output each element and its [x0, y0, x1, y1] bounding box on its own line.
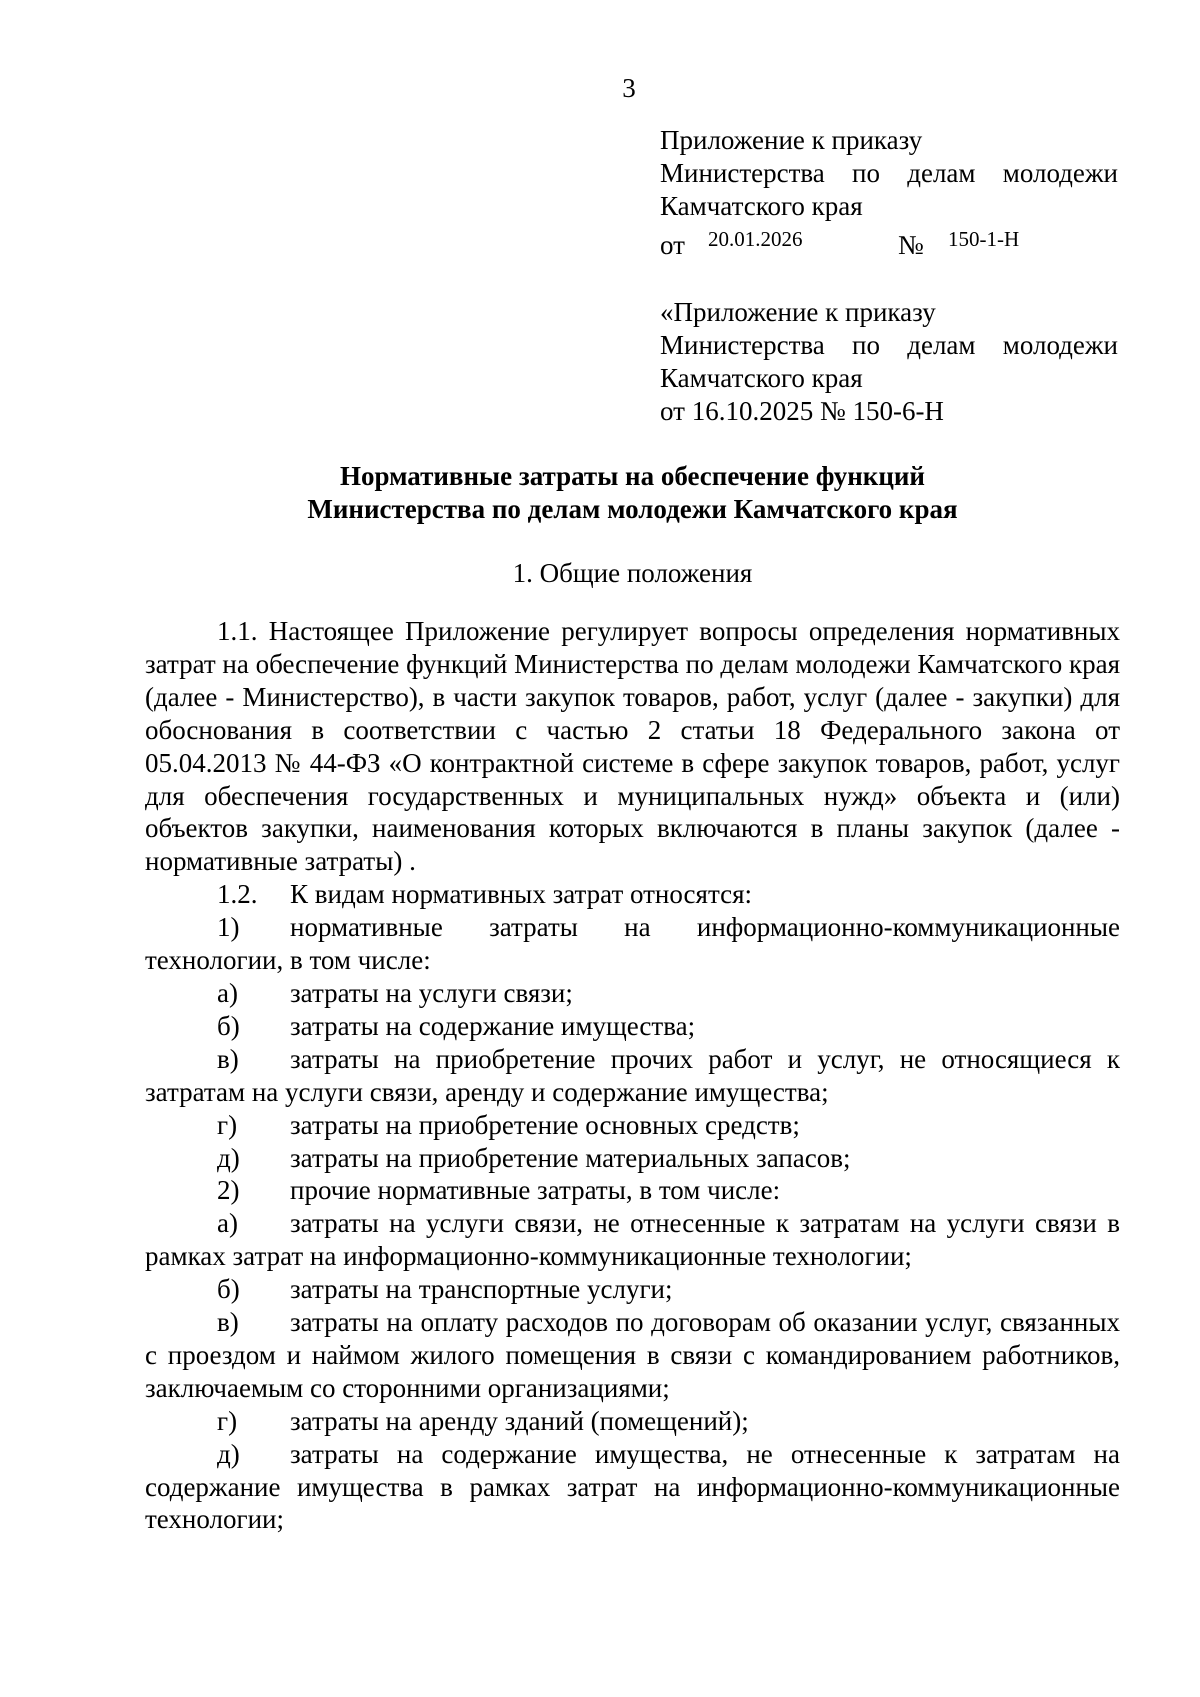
page-number: 3: [622, 73, 636, 103]
appendix-header-previous: [660, 296, 1118, 428]
list-item: [145, 1207, 1120, 1273]
list-marker: в): [217, 1307, 239, 1338]
paragraph-1-2: [145, 878, 1120, 911]
list-text: К видам нормативных затрат относятся:: [290, 879, 752, 910]
title-line: Министерства по делам молодежи Камчатского края: [307, 494, 958, 524]
list-item: [145, 1405, 1120, 1438]
list-item: [145, 1142, 1120, 1175]
list-item: [145, 977, 1120, 1010]
list-marker: 1.2.: [217, 879, 258, 910]
list-marker: б): [217, 1274, 240, 1305]
list-item: [145, 1273, 1120, 1306]
order-date-number: [660, 223, 1118, 261]
list-text: затраты на оплату расходов по договорам об оказании услуг, связанных с проездом и наймом жилого помещения в связи с командированием работников, заключаемым со сторонними организациями;: [145, 1307, 1120, 1403]
list-marker: 2): [217, 1175, 240, 1206]
appendix-line: Камчатского края: [660, 363, 863, 393]
list-marker: д): [217, 1142, 240, 1173]
list-item: [145, 1010, 1120, 1043]
list-text: затраты на приобретение основных средств;: [290, 1109, 800, 1140]
list-marker: г): [217, 1109, 238, 1140]
section-heading: 1. Общие положения: [512, 558, 753, 588]
list-item: [145, 1109, 1120, 1142]
list-item: [145, 1174, 1120, 1207]
list-text: затраты на содержание имущества;: [290, 1010, 696, 1041]
list-text: затраты на услуги связи, не отнесенные к затратам на услуги связи в рамках затрат на информационно-коммуникационные технологии;: [145, 1208, 1120, 1272]
list-text: прочие нормативные затраты, в том числе:: [290, 1175, 781, 1206]
list-marker: б): [217, 1010, 240, 1041]
list-text: затраты на услуги связи;: [290, 977, 573, 1008]
list-marker: д): [217, 1438, 240, 1469]
list-item: [145, 1438, 1120, 1537]
document-title: [145, 460, 1120, 526]
list-text: нормативные затраты на информационно-коммуникационные технологии, в том числе:: [145, 912, 1120, 976]
list-marker: г): [217, 1405, 238, 1436]
list-marker: 1): [217, 912, 240, 943]
paragraph-1-1: 1.1. Настоящее Приложение регулирует вопросы определения нормативных затрат на обеспечение функций Министерства по делам молодежи Камчатского края (далее - Министерство), в части закупок товаров, работ, услуг (далее - закупки) для обоснования в соответствии с частью 2 статьи 18 Федерального закона от 05.04.2013 № 44-ФЗ «О контрактной системе в сфере закупок товаров, работ, услуг для обеспечения государственных и муниципальных нужд» объекта и (или) объектов закупки, наименования которых включаются в планы закупок (далее - нормативные затраты) .: [145, 616, 1120, 877]
appendix-header-current: [660, 124, 1118, 261]
order-date-label: от: [660, 230, 685, 260]
document-body: [145, 615, 1120, 1536]
appendix-line: от 16.10.2025 № 150-6-Н: [660, 396, 944, 426]
list-item: [145, 911, 1120, 977]
list-text: затраты на аренду зданий (помещений);: [290, 1405, 749, 1436]
list-text: затраты на приобретение прочих работ и услуг, не относящиеся к затратам на услуги связи, аренду и содержание имущества;: [145, 1043, 1120, 1107]
appendix-line: «Приложение к приказу: [660, 297, 936, 327]
appendix-line: Приложение к приказу: [660, 125, 923, 155]
order-date: 20.01.2026: [708, 227, 803, 251]
list-item: [145, 1043, 1120, 1109]
list-text: затраты на транспортные услуги;: [290, 1274, 673, 1305]
order-number: 150-1-Н: [948, 227, 1020, 251]
appendix-line: Министерства по делам молодежи: [660, 158, 1118, 188]
list-marker: а): [217, 1208, 238, 1239]
title-line: Нормативные затраты на обеспечение функций: [339, 461, 925, 491]
appendix-line: Камчатского края: [660, 191, 863, 221]
list-text: затраты на приобретение материальных запасов;: [290, 1142, 851, 1173]
list-marker: в): [217, 1043, 239, 1074]
appendix-line: Министерства по делам молодежи: [660, 330, 1118, 360]
list-marker: а): [217, 977, 238, 1008]
order-number-label: №: [898, 230, 924, 260]
list-text: затраты на содержание имущества, не отнесенные к затратам на содержание имущества в рамках затрат на информационно-коммуникационные технологии;: [145, 1438, 1120, 1535]
list-item: [145, 1306, 1120, 1405]
